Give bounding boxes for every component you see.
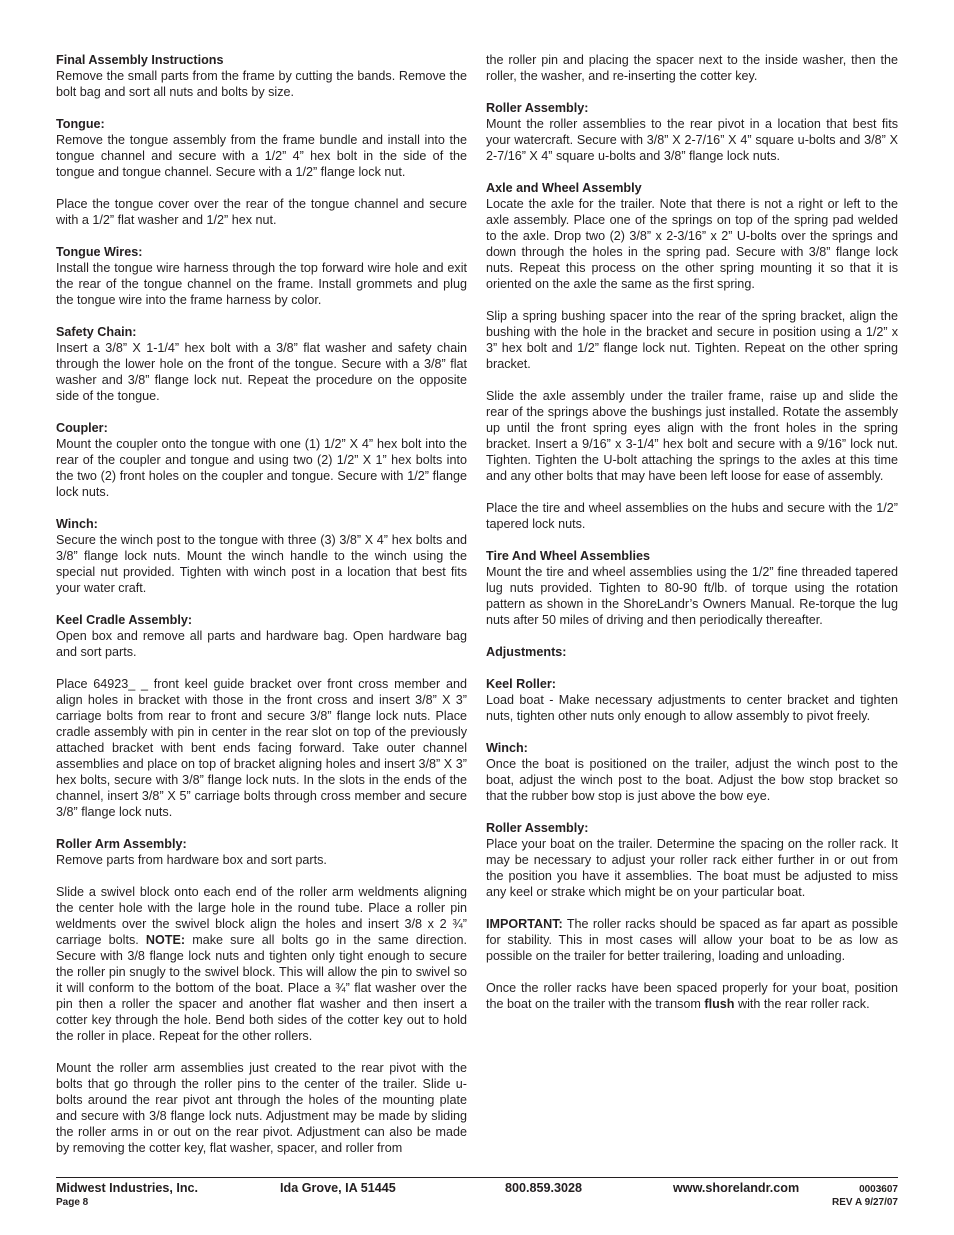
section-heading: Tire And Wheel Assemblies (486, 549, 651, 563)
right-column (486, 52, 898, 1028)
axle-wheel-section (486, 180, 898, 532)
text-run: with the rear roller rack. (738, 997, 870, 1011)
paragraph: the roller pin and placing the spacer next to the inside washer, then the roller, the washer, and re-inserting the cotter key. (486, 53, 898, 83)
paragraph: Mount the coupler onto the tongue with one (1) 1/2” X 4” hex bolt into the rear of the coupler and tongue and using two (2) 1/2” X 1” hex bolts into the two (2) front holes on the coupler and tongue. Secure with 1/2” flange lock nuts. (56, 437, 467, 499)
section-heading: Keel Roller: (486, 677, 556, 691)
continuation-section (486, 52, 898, 84)
section-heading: Winch: (486, 741, 528, 755)
paragraph (56, 884, 467, 1044)
paragraph: Once the boat is positioned on the trailer, adjust the winch post to the boat, adjust the winch post to the boat. Adjust the bow stop bracket so that the rubber bow stop is just above the bow eye. (486, 757, 898, 803)
winch-section (56, 516, 467, 596)
section-heading: Roller Assembly: (486, 821, 589, 835)
text-run: The roller racks should be spaced as far apart as possible for stability. This in most cases will allow your boat to be as low as possible on the trailer for better trailering, loading and unloading. (486, 917, 898, 963)
winch-adjustment-section (486, 740, 898, 804)
important-paragraph (486, 916, 898, 964)
footer-divider (56, 1177, 898, 1178)
paragraph: Place your boat on the trailer. Determine the spacing on the roller rack. It may be necessary to adjust your roller rack either further in or out from the position you have it assemblies. The boat must be adjusted to miss any keel or strake which might be on your particular boat. (486, 837, 898, 899)
keel-roller-section (486, 676, 898, 724)
note-label: NOTE: (145, 933, 186, 947)
paragraph: Place 64923_ _ front keel guide bracket over front cross member and align holes in bracket with those in the front cross and insert 3/8” X 3” carriage bolts from rear to front and secure 3/8” flange lock nuts. Place cradle assembly with pin in center in the rear slot on top of the previously attached bracket with bent ends facing forward. Take outer channel assemblies and place on top of bracket aligning holes and insert 3/8” X 3” hex bolts, secure with 3/8” flange lock nuts. In the slots in the ends of the channel, insert 3/8” X 5” carriage bolts through cross member and secure 3/8” flange lock nuts. (56, 677, 467, 819)
paragraph: Insert a 3/8” X 1-1/4” hex bolt with a 3/8” flat washer and safety chain through the lower hole on the front of the tongue. Secure with a 3/8” flat washer and 3/8” flange lock nut. Repeat the procedure on the opposite side of the tongue. (56, 341, 467, 403)
paragraph: Secure the winch post to the tongue with three (3) 3/8” X 4” hex bolts and 3/8” flange lock nuts. Mount the winch handle to the winch using the special nut provided. Tighten with winch post in a location that best fits your water craft. (56, 533, 467, 595)
safety-chain-section (56, 324, 467, 404)
paragraph: Mount the tire and wheel assemblies using the 1/2” fine threaded tapered lug nuts provided. Tighten to 80-90 ft/lb. of torque using the rotation pattern as shown in the ShoreLandr’s Owners Manual. Re-torque the lug nuts after 50 miles of driving and then periodically thereafter. (486, 565, 898, 627)
footer-doc-number: 0003607 (859, 1184, 898, 1195)
section-heading: Safety Chain: (56, 325, 137, 339)
paragraph: Place the tongue cover over the rear of the tongue channel and secure with a 1/2” flat washer and 1/2” hex nut. (56, 197, 467, 227)
coupler-section (56, 420, 467, 500)
paragraph: Remove the tongue assembly from the frame bundle and install into the tongue channel and secure with a 1/2” 4” hex bolt in the side of the tongue and tongue channel. Secure with a 1/2” flange lock nut. (56, 133, 467, 179)
paragraph: Remove parts from hardware box and sort parts. (56, 853, 327, 867)
adjustments-heading: Adjustments: (486, 645, 567, 659)
final-assembly-section (56, 52, 467, 100)
footer-website: www.shorelandr.com (673, 1181, 800, 1195)
section-heading: Axle and Wheel Assembly (486, 181, 642, 195)
section-heading: Tongue: (56, 117, 105, 131)
paragraph: Locate the axle for the trailer. Note that there is not a right or left to the axle assembly. Place one of the springs on top of the spring pad welded to the axle. Drop two (2) 3/8” x 2-3/16” x 2” U-bolts over the springs and down through the holes in the spring pad. Secure with 3/8” flange lock nuts. Repeat this process on the other spring mounting it so that it is oriented on the axle the same as the first spring. (486, 197, 898, 291)
paragraph: Place the tire and wheel assemblies on the hubs and secure with the 1/2” tapered lock nuts. (486, 501, 898, 531)
emphasis-flush: flush (704, 997, 735, 1011)
paragraph: Load boat - Make necessary adjustments to center bracket and tighten nuts, tighten other nuts only enough to allow assembly to pivot freely. (486, 693, 898, 723)
tongue-section (56, 116, 467, 228)
tongue-wires-section (56, 244, 467, 308)
section-heading: Roller Assembly: (486, 101, 589, 115)
text-run: Once the roller racks have been spaced properly for your boat, position the boat on the trailer with the transom (486, 981, 898, 1011)
important-label: IMPORTANT: (486, 917, 563, 931)
paragraph: Slip a spring bushing spacer into the rear of the spring bracket, align the bushing with the hole in the bracket and secure in position using a 1/2” x 3” hex bolt and 1/2” flange lock nut. Tighten. Repeat on the other spring bracket. (486, 309, 898, 371)
paragraph: Install the tongue wire harness through the top forward wire hole and exit the rear of the tongue channel on the frame. Install grommets and plug the tongue wire into the frame harness by color. (56, 261, 467, 307)
footer-company: Midwest Industries, Inc. (56, 1181, 199, 1195)
keel-cradle-section (56, 612, 467, 820)
section-heading: Tongue Wires: (56, 245, 143, 259)
paragraph: Mount the roller arm assemblies just created to the rear pivot with the bolts that go through the roller pins to the center of the trailer. Slide u-bolts around the rear pivot ant through the holes of the mounting plate and secure with 3/8 flange lock nuts. Adjustment may be made by sliding the roller arms in or out on the rear pivot. Adjustment can also be made by removing the cotter key, flat washer, spacer, and roller from (56, 1061, 467, 1155)
section-heading: Coupler: (56, 421, 108, 435)
section-heading: Roller Arm Assembly: (56, 837, 187, 851)
footer-page-number: Page 8 (56, 1197, 89, 1208)
footer-phone: 800.859.3028 (505, 1181, 583, 1195)
paragraph: Mount the roller assemblies to the rear pivot in a location that best fits your watercraft. Secure with 3/8” X 2-7/16” X 4” square u-bolts and 3/8” X 2-7/16” X 4” square u-bolts and 3/8” flange lock nuts. (486, 117, 898, 163)
section-heading: Final Assembly Instructions (56, 53, 224, 67)
left-column (56, 52, 467, 1172)
paragraph: Slide the axle assembly under the trailer frame, raise up and slide the rear of the springs above the bushings just installed. Rotate the assembly up until the front spring eyes align with the front holes in the spring bracket. Insert a 9/16” x 3-1/4” hex bolt and secure with a 9/16” lock nut. Tighten. Tighten the U-bolt attaching the springs to the axles at this time and any other bolts that may have been left loose for ease of assembly. (486, 389, 898, 483)
paragraph: Remove the small parts from the frame by cutting the bands. Remove the bolt bag and sort all nuts and bolts by size. (56, 69, 467, 99)
text-run: Slide a swivel block onto each end of the roller arm weldments aligning the center hole with the large hole in the round tube. Place a roller pin weldments over the swivel block align the holes and insert 3/8 x 2 ¾” carriage bolts. (56, 885, 467, 947)
tire-wheel-section (486, 548, 898, 628)
footer-revision: REV A 9/27/07 (832, 1197, 898, 1208)
roller-assembly-section (486, 100, 898, 164)
paragraph (486, 980, 898, 1012)
paragraph: Open box and remove all parts and hardware bag. Open hardware bag and sort parts. (56, 629, 467, 659)
roller-arm-section (56, 836, 467, 1156)
footer-location: Ida Grove, IA 51445 (280, 1181, 396, 1195)
roller-assembly-adjustment-section (486, 820, 898, 1012)
text-run: make sure all bolts go in the same direction. Secure with 3/8 flange lock nuts and tighten only tight enough to secure the roller pin snugly to the swivel block. This will allow the pin to swivel so it will conform to the bottom of the boat. Place a ¾” flat washer over the pin then a roller the spacer and another flat washer and then insert a cotter key through the hole. Bend both sides of the cotter key out to hold the roller in place. Repeat for the other rollers. (56, 933, 468, 1043)
section-heading: Keel Cradle Assembly: (56, 613, 193, 627)
section-heading: Winch: (56, 517, 98, 531)
